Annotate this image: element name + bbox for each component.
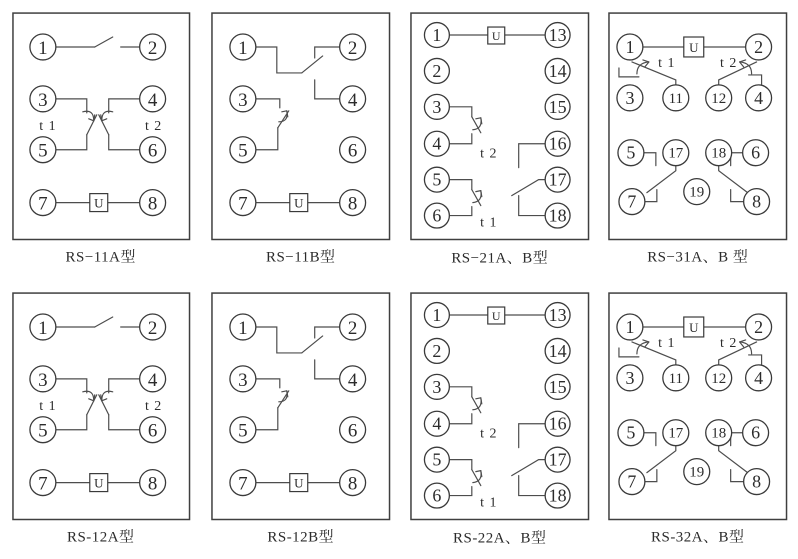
wiring — [450, 35, 546, 216]
svg-text:2: 2 — [753, 316, 763, 337]
terminal-6 — [742, 140, 768, 166]
svg-text:2: 2 — [347, 37, 357, 59]
terminal-5 — [229, 137, 255, 163]
terminal-1 — [424, 302, 449, 327]
svg-text:7: 7 — [626, 471, 636, 492]
terminal-3 — [424, 94, 449, 119]
terminal-13 — [545, 23, 570, 48]
terminal-6 — [140, 416, 166, 442]
svg-text:13: 13 — [548, 24, 567, 45]
terminal-16 — [545, 131, 570, 156]
panel-caption: RS−11B型 — [265, 249, 336, 266]
terminal-15 — [545, 374, 570, 399]
terminal-6 — [424, 483, 449, 508]
panel-caption: RS-22A、B型 — [453, 529, 547, 546]
terminal-5 — [30, 416, 56, 442]
time-label-t1: t 1 — [480, 215, 498, 231]
panel-rs-31ab — [599, 0, 798, 280]
terminal-2 — [339, 314, 365, 340]
svg-text:3: 3 — [624, 87, 634, 108]
terminal-1 — [424, 23, 449, 48]
svg-text:1: 1 — [237, 317, 248, 339]
panel-rs-11b — [200, 0, 400, 280]
terminal-6 — [424, 203, 449, 228]
terminal-4 — [339, 365, 365, 391]
svg-text:2: 2 — [753, 36, 763, 57]
time-label-t1: t 1 — [39, 398, 57, 414]
svg-text:5: 5 — [432, 169, 442, 190]
delay-arrow-icon — [102, 111, 113, 121]
time-label-t2: t 2 — [144, 118, 163, 134]
svg-text:13: 13 — [548, 304, 567, 325]
terminal-5 — [617, 419, 643, 445]
wiring — [255, 47, 339, 203]
terminal-4 — [140, 365, 166, 391]
svg-text:12: 12 — [710, 370, 726, 387]
terminal-2 — [140, 34, 166, 60]
svg-text:6: 6 — [432, 485, 442, 506]
u-label: U — [293, 475, 303, 491]
terminal-17 — [545, 167, 570, 192]
svg-text:2: 2 — [147, 37, 158, 59]
svg-text:4: 4 — [347, 89, 357, 111]
svg-text:7: 7 — [38, 193, 48, 215]
terminal-2 — [339, 34, 365, 60]
svg-text:15: 15 — [548, 96, 567, 117]
svg-text:5: 5 — [625, 422, 635, 443]
terminal-3 — [30, 86, 56, 112]
svg-text:8: 8 — [347, 193, 357, 215]
svg-text:18: 18 — [710, 145, 726, 162]
terminal-12 — [705, 364, 731, 390]
panel-rs-11a — [0, 0, 200, 280]
svg-text:3: 3 — [38, 89, 48, 111]
wiring — [255, 326, 339, 482]
terminal-14 — [545, 58, 570, 83]
terminal-8 — [140, 469, 166, 495]
svg-text:2: 2 — [432, 60, 442, 81]
svg-text:4: 4 — [147, 89, 158, 111]
svg-text:6: 6 — [750, 142, 760, 163]
terminal-2 — [140, 314, 166, 340]
terminal-4 — [140, 86, 166, 112]
panel-caption: RS-12B型 — [266, 528, 334, 545]
svg-text:18: 18 — [548, 485, 567, 506]
svg-text:4: 4 — [432, 413, 442, 434]
time-label-t2: t 2 — [719, 335, 737, 351]
terminal-3 — [30, 365, 56, 391]
svg-text:18: 18 — [548, 205, 567, 226]
panel-rs-32ab — [599, 280, 798, 559]
svg-text:1: 1 — [624, 36, 634, 57]
svg-text:8: 8 — [147, 193, 158, 215]
svg-text:17: 17 — [548, 449, 567, 470]
u-label: U — [94, 475, 104, 491]
terminal-6 — [742, 419, 768, 445]
panel-rs-12b — [200, 280, 400, 559]
terminal-1 — [229, 314, 255, 340]
u-label: U — [688, 319, 698, 335]
terminal-5 — [424, 447, 449, 472]
svg-text:6: 6 — [347, 420, 357, 442]
terminal-3 — [616, 364, 642, 390]
svg-text:6: 6 — [750, 422, 760, 443]
terminal-12 — [705, 85, 731, 111]
svg-text:19: 19 — [688, 464, 704, 481]
svg-text:5: 5 — [237, 420, 248, 442]
svg-text:7: 7 — [237, 193, 248, 215]
terminal-2 — [745, 34, 771, 60]
panel-rs-12a — [0, 280, 200, 559]
delay-arrow-icon — [83, 391, 94, 401]
svg-text:6: 6 — [347, 140, 357, 162]
time-label-t1: t 1 — [657, 55, 676, 71]
terminal-17 — [662, 419, 688, 445]
terminal-8 — [339, 469, 365, 495]
svg-text:1: 1 — [237, 37, 248, 59]
terminal-17 — [662, 140, 688, 166]
terminal-4 — [745, 85, 771, 111]
terminal-3 — [616, 85, 642, 111]
terminal-7 — [618, 189, 644, 215]
terminal-3 — [229, 365, 255, 391]
terminal-18 — [705, 140, 731, 166]
svg-text:5: 5 — [38, 140, 48, 162]
svg-text:16: 16 — [548, 413, 567, 434]
u-label: U — [293, 195, 303, 211]
svg-text:3: 3 — [624, 367, 634, 388]
svg-text:2: 2 — [147, 317, 158, 339]
svg-text:1: 1 — [624, 316, 634, 337]
terminal-18 — [705, 419, 731, 445]
svg-text:11: 11 — [668, 370, 683, 387]
time-label-t1: t 1 — [657, 335, 676, 351]
svg-text:7: 7 — [38, 473, 48, 495]
time-label-t1: t 1 — [480, 495, 498, 511]
panel-caption: RS-12A型 — [67, 528, 135, 545]
svg-text:11: 11 — [668, 90, 683, 107]
terminal-4 — [424, 411, 449, 436]
terminal-8 — [743, 189, 769, 215]
terminal-4 — [424, 131, 449, 156]
svg-text:2: 2 — [347, 317, 357, 339]
delay-arrow-icon — [83, 111, 94, 121]
terminal-18 — [545, 483, 570, 508]
svg-text:4: 4 — [147, 369, 158, 391]
svg-text:1: 1 — [38, 317, 48, 339]
svg-text:3: 3 — [432, 376, 442, 397]
terminal-1 — [616, 34, 642, 60]
panel-caption: RS-32A、B型 — [650, 528, 744, 545]
svg-text:4: 4 — [432, 133, 442, 154]
panel-rs-21ab — [399, 0, 599, 280]
u-label: U — [688, 39, 698, 55]
terminal-7 — [229, 190, 255, 216]
terminal-3 — [424, 374, 449, 399]
terminal-19 — [683, 179, 709, 205]
u-label: U — [491, 308, 501, 323]
svg-text:2: 2 — [432, 340, 442, 361]
svg-text:1: 1 — [38, 37, 48, 59]
terminal-19 — [683, 458, 709, 484]
svg-text:17: 17 — [667, 425, 683, 442]
wiring — [618, 47, 761, 202]
terminal-11 — [662, 364, 688, 390]
terminal-16 — [545, 411, 570, 436]
delay-arrow-icon — [102, 391, 113, 401]
terminal-8 — [743, 468, 769, 494]
terminal-6 — [339, 137, 365, 163]
svg-text:6: 6 — [147, 140, 158, 162]
svg-text:3: 3 — [432, 96, 442, 117]
svg-text:17: 17 — [667, 145, 683, 162]
terminal-3 — [229, 86, 255, 112]
terminal-14 — [545, 338, 570, 363]
terminal-2 — [424, 58, 449, 83]
terminal-17 — [545, 447, 570, 472]
time-label-t2: t 2 — [144, 398, 163, 414]
panel-caption: RS−31A、B 型 — [646, 249, 748, 266]
time-label-t1: t 1 — [39, 118, 57, 134]
time-label-t2: t 2 — [480, 426, 498, 442]
panel-caption: RS−21A、B型 — [451, 250, 549, 267]
terminal-8 — [140, 190, 166, 216]
terminal-2 — [745, 314, 771, 340]
svg-text:17: 17 — [548, 169, 567, 190]
svg-text:4: 4 — [347, 369, 357, 391]
terminal-13 — [545, 302, 570, 327]
wiring — [450, 315, 546, 496]
svg-text:5: 5 — [432, 449, 442, 470]
time-label-t2: t 2 — [480, 146, 498, 162]
svg-text:12: 12 — [710, 90, 726, 107]
svg-text:1: 1 — [432, 24, 442, 45]
svg-text:6: 6 — [432, 205, 442, 226]
svg-text:6: 6 — [147, 420, 158, 442]
terminal-1 — [616, 314, 642, 340]
terminal-2 — [424, 338, 449, 363]
terminal-7 — [30, 190, 56, 216]
svg-text:7: 7 — [237, 473, 248, 495]
terminal-1 — [30, 314, 56, 340]
terminal-5 — [617, 140, 643, 166]
svg-text:3: 3 — [237, 89, 248, 111]
terminal-15 — [545, 94, 570, 119]
svg-text:16: 16 — [548, 133, 567, 154]
terminal-5 — [30, 137, 56, 163]
panel-caption: RS−11A型 — [65, 249, 136, 266]
svg-text:5: 5 — [237, 140, 248, 162]
terminal-8 — [339, 190, 365, 216]
panel-rs-22ab — [399, 280, 599, 559]
terminal-5 — [424, 167, 449, 192]
svg-text:4: 4 — [753, 87, 763, 108]
svg-text:15: 15 — [548, 376, 567, 397]
svg-text:8: 8 — [147, 473, 158, 495]
wiring — [56, 37, 140, 203]
terminal-7 — [618, 468, 644, 494]
terminal-4 — [339, 86, 365, 112]
svg-text:4: 4 — [753, 367, 763, 388]
u-label: U — [94, 195, 104, 211]
terminal-18 — [545, 203, 570, 228]
svg-text:5: 5 — [625, 142, 635, 163]
u-label: U — [491, 29, 501, 43]
svg-text:7: 7 — [626, 191, 636, 212]
terminal-7 — [30, 469, 56, 495]
terminal-7 — [229, 469, 255, 495]
terminal-1 — [229, 34, 255, 60]
terminal-6 — [339, 416, 365, 442]
wiring — [618, 326, 761, 481]
svg-text:5: 5 — [38, 420, 48, 442]
svg-text:3: 3 — [237, 369, 248, 391]
svg-text:8: 8 — [751, 471, 761, 492]
terminal-6 — [140, 137, 166, 163]
svg-text:14: 14 — [548, 340, 567, 361]
svg-text:3: 3 — [38, 369, 48, 391]
svg-text:8: 8 — [751, 191, 761, 212]
svg-text:14: 14 — [548, 60, 567, 81]
terminal-4 — [745, 364, 771, 390]
svg-text:8: 8 — [347, 473, 357, 495]
time-label-t2: t 2 — [719, 55, 737, 71]
svg-text:19: 19 — [688, 184, 704, 201]
svg-text:1: 1 — [432, 304, 442, 325]
terminal-5 — [229, 416, 255, 442]
terminal-1 — [30, 34, 56, 60]
svg-text:18: 18 — [710, 425, 726, 442]
terminal-11 — [662, 85, 688, 111]
wiring — [56, 317, 140, 483]
